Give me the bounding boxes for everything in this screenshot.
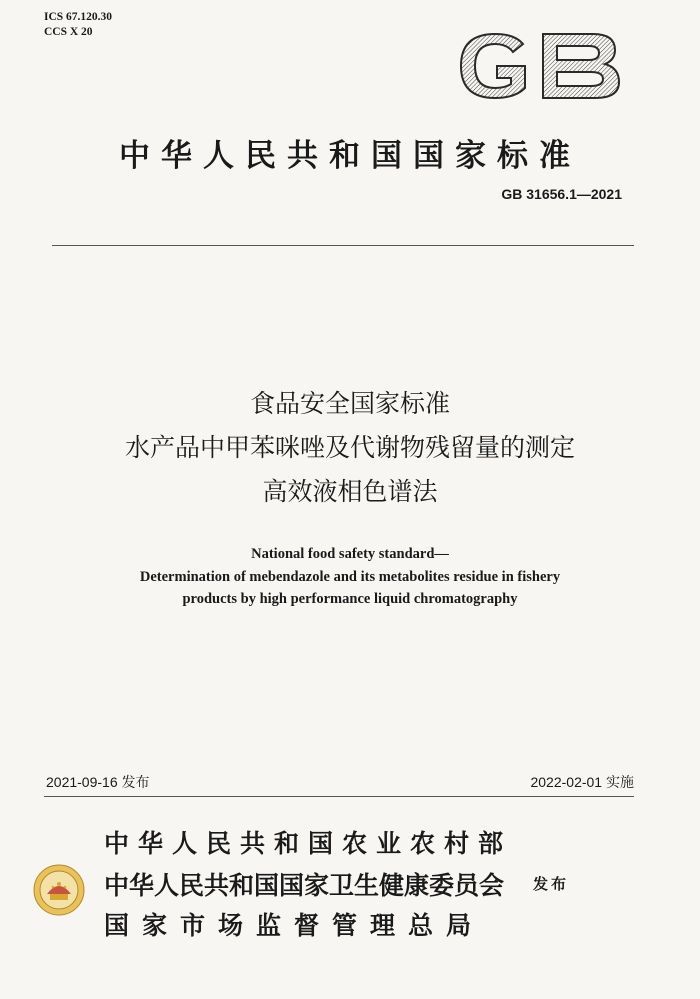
top-divider [52, 245, 634, 246]
title-en-line-2: Determination of mebendazole and its metabolites residue in fishery [139, 569, 561, 585]
issue-date: 2021-09-16 发布 [46, 774, 150, 790]
standard-type-heading: 中华人民共和国国家标准 [119, 138, 581, 174]
ics-code: ICS 67.120.30 [44, 11, 113, 23]
national-emblem-icon [33, 864, 85, 916]
bottom-divider [44, 796, 634, 797]
title-en-line-1: National food safety standard— [251, 546, 449, 562]
publish-label: 发布 [533, 875, 570, 893]
title-cn-line-3: 高效液相色谱法 [262, 477, 438, 506]
ics-code-block [44, 10, 112, 40]
title-en-line-3: products by high performance liquid chromatography [182, 591, 518, 607]
gb-logo-text: GB [538, 70, 540, 71]
title-cn-line-1: 食品安全国家标准 [249, 389, 450, 418]
ccs-code: CCS X 20 [44, 26, 93, 38]
issuer-health-commission: 中华人民共和国国家卫生健康委员会 [104, 871, 505, 900]
issuer-ministry-agriculture: 中华人民共和国农业农村部 [104, 829, 513, 858]
implementation-date: 2022-02-01 实施 [530, 774, 634, 790]
gb-logo [453, 30, 623, 102]
standard-number: GB 31656.1—2021 [501, 186, 622, 202]
issuer-market-regulation: 国家市场监督管理总局 [104, 911, 485, 940]
title-cn-line-2: 水产品中甲苯咪唑及代谢物残留量的测定 [124, 433, 575, 462]
